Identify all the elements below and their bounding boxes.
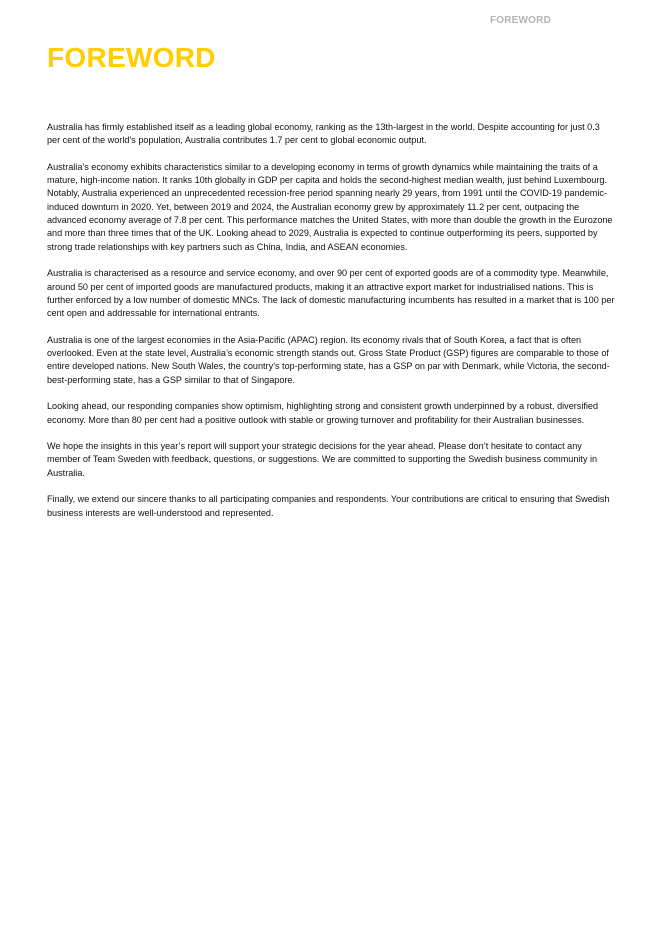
paragraph-economy-characteristics: Australia’s economy exhibits characteristics similar to a developing economy in terms of growth dynamics while maintaining the traits of a mature, high-income nation. It ranks 10th globally in GDP per capita and holds the second-highest median wealth, just behind Luxembourg. Notably, Australia experienced an unprecedented recession-free period spanning nearly 29 years, from 1991 until the COVID-19 pandemic-induced downturn in 2020. Yet, between 2019 and 2024, the Australian economy grew by approximately 11.2 per cent, outpacing the advanced economy average of 7.8 per cent. This performance matches the United States, with more than double the growth in the Eurozone and more than three times that of the UK. Looking ahead to 2029, Australia is expected to continue outperforming its peers, supported by strong trade relationships with key partners such as China, India, and ASEAN economies.: [47, 161, 613, 252]
page-title: FOREWORD: [47, 42, 216, 73]
paragraph-resource-economy: Australia is characterised as a resource and service economy, and over 90 per cent of exported goods are of a commodity type. Meanwhile, around 50 per cent of imported goods are manufactured products, making it an attractive export market for industrialised nations. This is further enforced by a low number of domestic MNCs. The lack of domestic manufacturing incumbents has resulted in a market that is 100 per cent open and addressable for international entrants.: [47, 268, 615, 319]
paragraph-outlook: Looking ahead, our responding companies show optimism, highlighting strong and consistent growth underpinned by a robust, diversified economy. More than 80 per cent had a positive outlook with stable or growing turnover and profitability for their Australian businesses.: [47, 401, 599, 425]
paragraph-insights: We hope the insights in this year’s report will support your strategic decisions for the year ahead. Please don’t hesitate to contact any member of Team Sweden with feedback, questions, or suggestions. We are committed to supporting the Swedish business community in Australia.: [47, 441, 598, 478]
paragraph-thanks: Finally, we extend our sincere thanks to all participating companies and respondents. Your contributions are critical to ensuring that Swedish business interests are well-understood and represented.: [47, 494, 610, 518]
body-text: [47, 121, 615, 533]
paragraph-apac: Australia is one of the largest economies in the Asia-Pacific (APAC) region. Its economy rivals that of South Korea, a fact that is often overlooked. Even at the state level, Australia’s economic strength stands out. Gross State Product (GSP) figures are comparable to those of entire developed nations. New South Wales, the country’s top-performing state, has a GSP on par with Denmark, while Victoria, the second-best-performing state, has a GSP similar to that of Singapore.: [47, 334, 610, 385]
running-header: FOREWORD: [489, 15, 551, 26]
paragraph-intro: Australia has firmly established itself as a leading global economy, ranking as the 13th-largest in the world. Despite accounting for just 0.3 per cent of the world’s population, Australia contributes 1.7 per cent to global economic output.: [47, 122, 600, 146]
